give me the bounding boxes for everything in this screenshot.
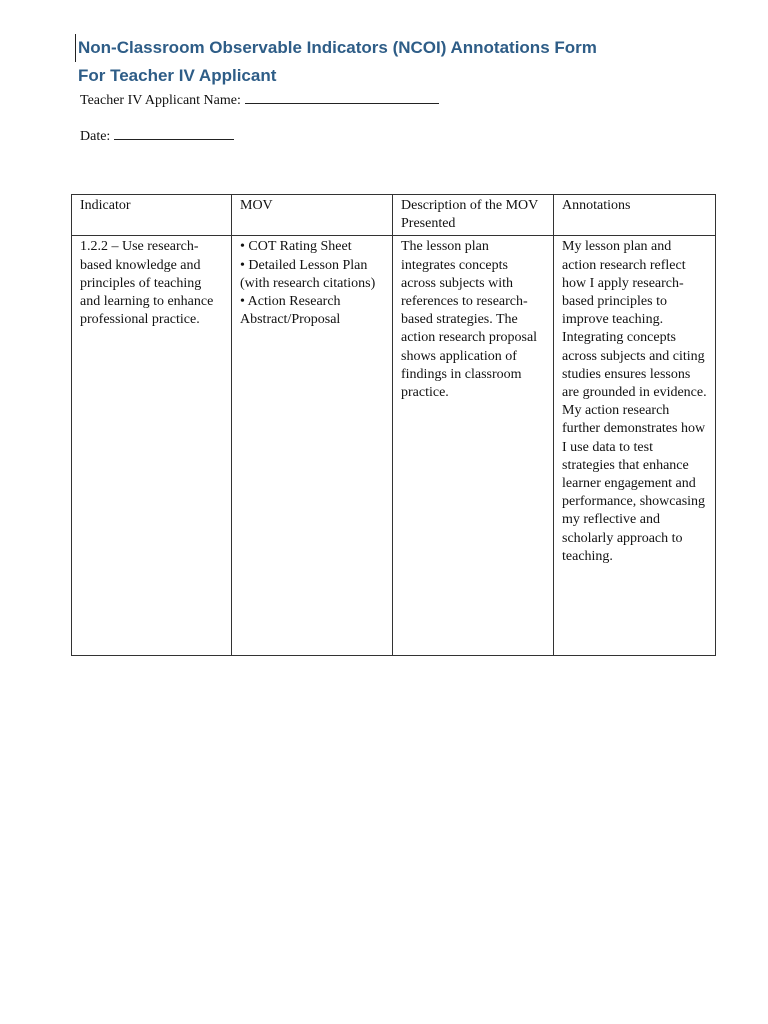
header-indicator: Indicator xyxy=(72,195,232,236)
applicant-name-blank[interactable] xyxy=(245,90,439,104)
mov-item: • COT Rating Sheet xyxy=(240,239,352,255)
header-mov: MOV xyxy=(232,195,393,236)
annotations-table xyxy=(71,194,716,656)
indicator-cell: 1.2.2 – Use research-based knowledge and principles of teaching and learning to enhance professional practice. xyxy=(72,236,232,656)
description-cell: The lesson plan integrates concepts across subjects with references to research-based strategies. The action research proposal shows application of findings in classroom practice. xyxy=(393,236,554,656)
date-field[interactable] xyxy=(80,126,234,145)
mov-item: • Action Research Abstract/Proposal xyxy=(240,294,341,328)
header-annotations: Annotations xyxy=(554,195,716,236)
table-row xyxy=(72,236,716,656)
applicant-name-field[interactable] xyxy=(80,90,439,109)
header-description: Description of the MOV Presented xyxy=(393,195,554,236)
form-title-line-1: Non-Classroom Observable Indicators (NCOI) Annotations Form xyxy=(75,34,718,62)
date-label: Date: xyxy=(80,129,111,144)
mov-cell xyxy=(232,236,393,656)
table-header-row xyxy=(72,195,716,236)
form-title-line-2: For Teacher IV Applicant xyxy=(78,66,277,85)
applicant-name-label: Teacher IV Applicant Name: xyxy=(80,93,241,108)
date-blank[interactable] xyxy=(114,126,234,140)
form-title xyxy=(78,34,718,90)
annotations-cell: My lesson plan and action research reflect how I apply research-based principles to improve teaching. Integrating concepts across subjects and citing studies ensures lessons are grounded in evidence. My action research further demonstrates how I use data to test strategies that enhance learner engagement and performance, showcasing my reflective and scholarly approach to teaching. xyxy=(554,236,716,656)
mov-item: • Detailed Lesson Plan (with research citations) xyxy=(240,257,376,291)
